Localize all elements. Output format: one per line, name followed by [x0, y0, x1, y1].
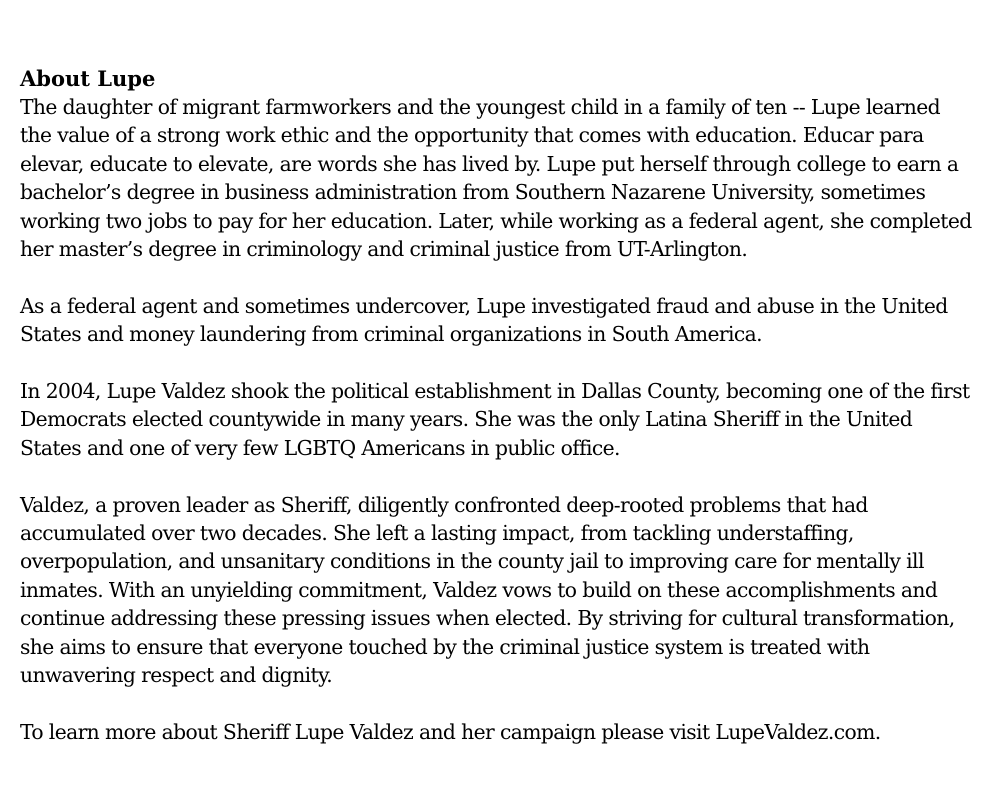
paragraph-sheriff-record: Valdez, a proven leader as Sheriff, diligently confronted deep-rooted problems that had accumulated over two decades. She left a lasting impact, from tackling understaffing, overpopulation, and unsanitary conditions in the county jail to improving care for mentally ill inmates. With an unyielding commitment, Valdez vows to build on these accomplishments and continue addressing these pressing issues when elected. By striving for cultural transformation, she aims to ensure that everyone touched by the criminal justice system is treated with unwavering respect and dignity. [20, 492, 955, 688]
paragraph-federal-agent: As a federal agent and sometimes undercover, Lupe investigated fraud and abuse in the United States and money laundering from criminal organizations in South America. [20, 293, 948, 347]
section-heading: About Lupe [20, 66, 156, 91]
paragraph-learn-more: To learn more about Sheriff Lupe Valdez and her campaign please visit LupeValdez.com. [20, 719, 881, 744]
paragraph-election-2004: In 2004, Lupe Valdez shook the political establishment in Dallas County, becoming one of the first Democrats elected countywide in many years. She was the only Latina Sheriff in the United States and one of very few LGBTQ Americans in public office. [20, 379, 970, 460]
document-body [20, 65, 975, 746]
paragraph-biography: The daughter of migrant farmworkers and the youngest child in a family of ten -- Lupe learned the value of a strong work ethic and the opportunity that comes with education. Educar para elevar, educate to elevate, are words she has lived by. Lupe put herself through college to earn a bachelor’s degree in business administration from Southern Nazarene University, sometimes working two jobs to pay for her education. Later, while working as a federal agent, she completed her master’s degree in criminology and criminal justice from UT-Arlington. [20, 95, 972, 262]
